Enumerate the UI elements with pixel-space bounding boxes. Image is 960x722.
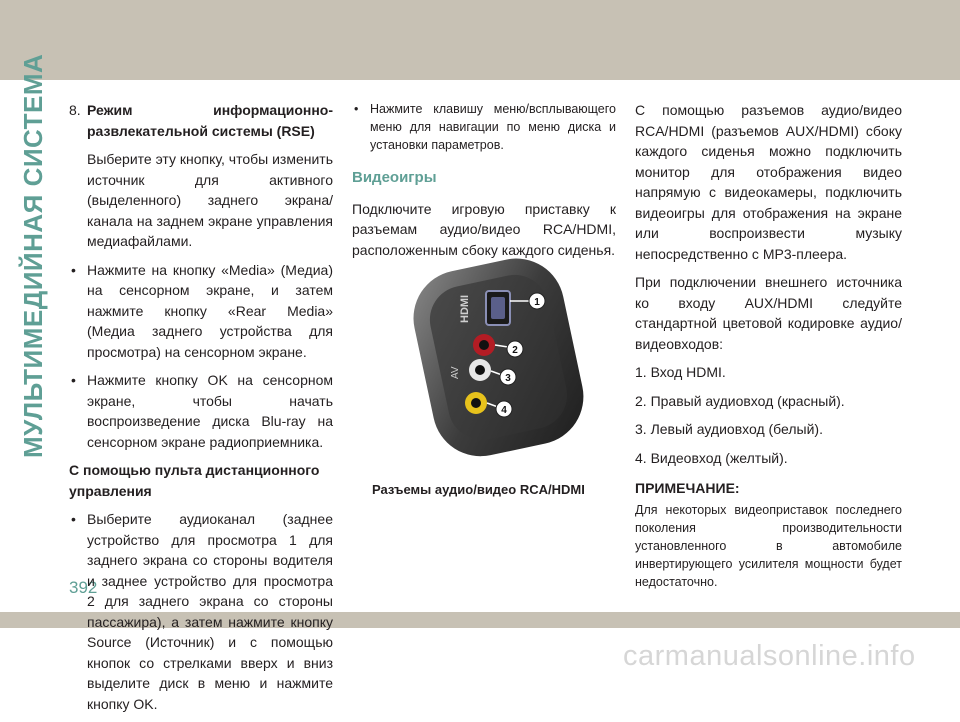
- list-item: 4. Видеовход (желтый).: [635, 449, 788, 466]
- callout-2: [507, 341, 523, 357]
- right-column: [635, 100, 902, 599]
- left-column: [69, 100, 333, 722]
- bullet-list: [69, 260, 333, 453]
- remote-heading: С помощью пульта дистанционного управления: [69, 462, 320, 499]
- section-heading: Видеоигры: [352, 169, 437, 186]
- numbered-item-8: [69, 100, 333, 141]
- bullet-item: • Нажмите клавишу меню/всплывающего меню для навигации по меню диска и установки параметров.: [352, 100, 616, 154]
- note-body: Для некоторых видеоприставок последнего поколения производительности установленного в автомобиле инвертирующего усилителя мощности будет недостаточно.: [635, 502, 902, 589]
- callout-number: 1: [534, 297, 540, 308]
- bullet-item: • Нажмите кнопку OK на сенсорном экране, чтобы начать воспроизведение диска Blu-ray на сенсорном экране радиоприемника.: [69, 370, 333, 452]
- item-title-line1: Режим информационно-: [87, 102, 333, 118]
- figure-caption: Разъемы аудио/видео RCA/HDMI: [372, 482, 585, 497]
- item-number: 8.: [69, 102, 81, 118]
- list-item: 2. Правый аудиовход (красный).: [635, 392, 845, 409]
- body-paragraph: При подключении внешнего источника ко входу AUX/HDMI следуйте стандартной цветовой кодировке аудио/видеовходов:: [635, 274, 902, 352]
- bullet-list: [352, 100, 616, 154]
- bullet-item: • Выберите аудиоканал (заднее устройство для просмотра 1 для заднего экрана со стороны водителя и заднее устройство для просмотра 2 для заднего экрана со стороны пассажира), а затем нажмите кнопку Source (Источник) и с помощью кнопок со стрелками вверх и вниз выделите диск в меню и нажмите кнопку OK.: [69, 509, 333, 714]
- body-paragraph: Подключите игровую приставку к разъемам аудио/видео RCA/HDMI, расположенным сбоку каждого сиденья.: [352, 200, 616, 258]
- callout-1: [529, 293, 545, 309]
- middle-column: [352, 100, 616, 268]
- callout-number: 3: [505, 373, 511, 384]
- hdmi-port-inner: [491, 297, 505, 319]
- bullet-item: • Нажмите на кнопку «Media» (Медиа) на сенсорном экране, и затем нажмите кнопку «Rear Media» (Медиа заднего устройства для просмотра) на сенсорном экране.: [69, 260, 333, 363]
- watermark: carmanualsonline.info: [623, 640, 916, 672]
- item-title-line2: развлекательной системы (RSE): [87, 122, 315, 139]
- hdmi-label: HDMI: [459, 294, 471, 323]
- callout-4: [496, 401, 512, 417]
- body-paragraph: С помощью разъемов аудио/видео RCA/HDMI (разъемов AUX/HDMI) сбоку каждого сиденья можно подключить монитор для отображения видео напрямую с видеокамеры, подключить видеоигры для отображения на экране или воспроизвести музыку непосредственно с MP3-плеера.: [635, 102, 902, 262]
- list-item: 1. Вход HDMI.: [635, 364, 726, 380]
- av-panel-illustration: [400, 245, 600, 463]
- av-panel-figure: [400, 245, 600, 468]
- note-heading: ПРИМЕЧАНИЕ:: [635, 480, 740, 496]
- list-item: 3. Левый аудиовход (белый).: [635, 421, 823, 437]
- top-band: [0, 0, 960, 80]
- callout-number: 2: [512, 345, 518, 356]
- item-body: Выберите эту кнопку, чтобы изменить источник для активного (выделенного) заднего экрана/канала на заднем экране управления медиафайлами.: [87, 151, 333, 249]
- section-side-title: МУЛЬТИМЕДИЙНАЯ СИСТЕМА: [18, 53, 48, 458]
- callout-number: 4: [501, 405, 507, 416]
- bullet-list: [69, 509, 333, 714]
- callout-3: [500, 369, 516, 385]
- page-number: 392: [69, 578, 98, 597]
- av-label: AV: [450, 366, 461, 379]
